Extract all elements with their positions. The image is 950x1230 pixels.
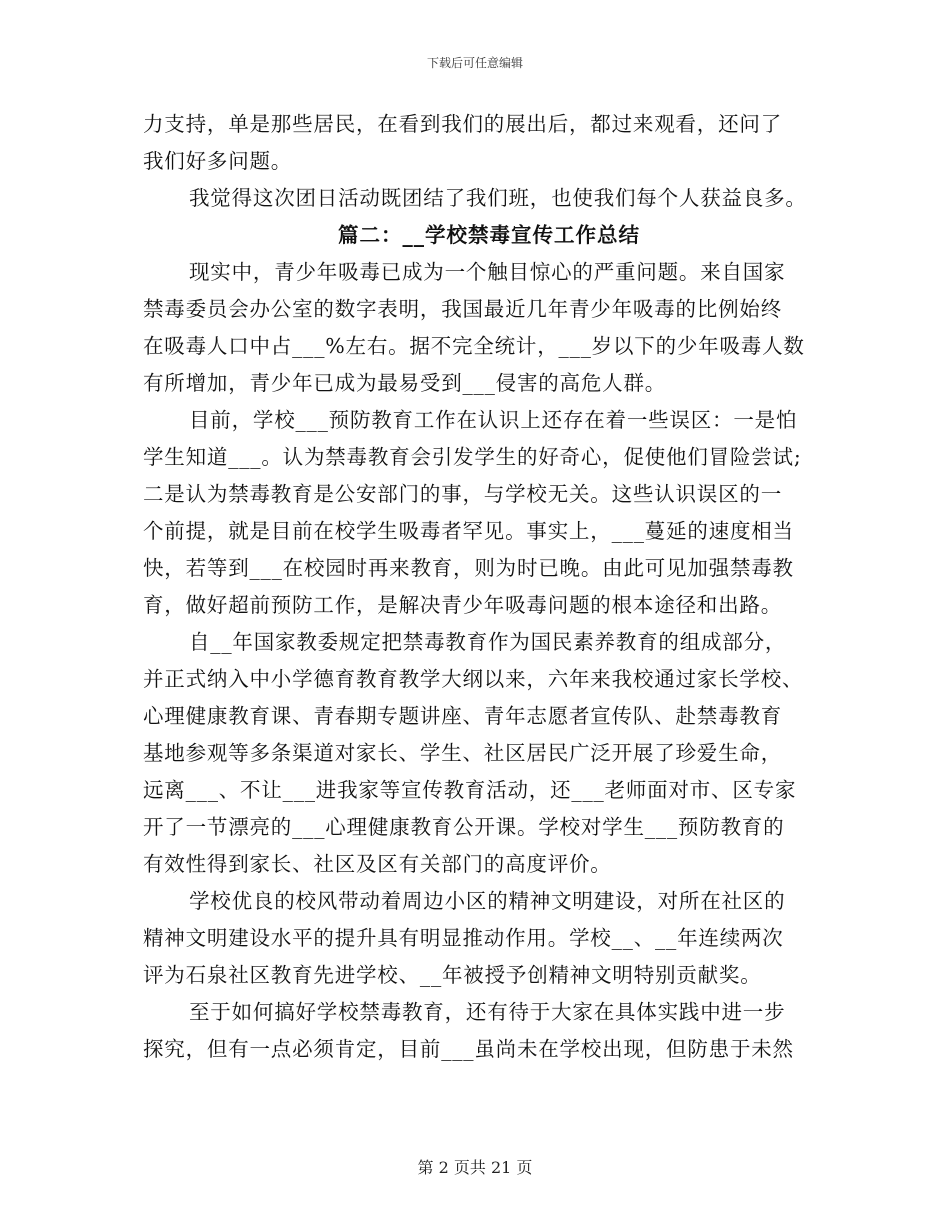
text-line: 有所增加，青少年已成为最易受到___侵害的高危人群。 [143, 371, 667, 395]
text-line: 基地参观等多条渠道对家长、学生、社区居民广泛开展了珍爱生命， [143, 741, 782, 765]
text-line: 精神文明建设水平的提升具有明显推动作用。学校__、__年连续两次 [143, 926, 784, 950]
section-heading: 篇二：__学校禁毒宣传工作总结 [338, 223, 640, 247]
text-line: 评为石泉社区教育先进学校、__年被授予创精神文明特别贡献奖。 [143, 963, 762, 987]
paragraph-line: 自__年国家教委规定把禁毒教育作为国民素养教育的组成部分， [189, 630, 787, 654]
text-line: 远离___、不让___进我家等宣传教育活动，还___老师面对市、区专家 [143, 778, 797, 802]
paragraph-line: 学校优良的校风带动着周边小区的精神文明建设，对所在社区的 [189, 889, 786, 913]
text-line: 开了一节漂亮的___心理健康教育公开课。学校对学生___预防教育的 [143, 815, 785, 839]
text-line: 个前提，就是目前在校学生吸毒者罕见。事实上，___蔓延的速度相当 [143, 519, 794, 543]
paragraph-line: 目前，学校___预防教育工作在认识上还存在着一些误区：一是怕 [189, 408, 798, 432]
text-line: 心理健康教育课、青春期专题讲座、青年志愿者宣传队、赴禁毒教育 [143, 704, 782, 728]
text-line: 二是认为禁毒教育是公安部门的事，与学校无关。这些认识误区的一 [143, 482, 782, 506]
text-line: 快，若等到___在校园时再来教育，则为时已晚。由此可见加强禁毒教 [143, 556, 794, 580]
text-line: 禁毒委员会办公室的数字表明，我国最近几年青少年吸毒的比例始终 [143, 297, 782, 321]
text-line: 探究，但有一点必须肯定，目前___虽尚未在学校出现，但防患于未然 [143, 1037, 794, 1061]
document-body [143, 106, 823, 1068]
text-line: 有效性得到家长、社区及区有关部门的高度评价。 [143, 852, 612, 876]
paragraph-line: 至于如何搞好学校禁毒教育，还有待于大家在具体实践中进一步 [189, 1000, 786, 1024]
text-line: 学生知道___。认为禁毒教育会引发学生的好奇心，促使他们冒险尝试; [143, 445, 802, 469]
paragraph-line: 我觉得这次团日活动既团结了我们班，也使我们每个人获益良多。 [189, 186, 807, 210]
text-line: 育，做好超前预防工作，是解决青少年吸毒问题的根本途径和出路。 [143, 593, 782, 617]
text-line: 我们好多问题。 [143, 149, 293, 173]
paragraph-line: 现实中，青少年吸毒已成为一个触目惊心的严重问题。来自国家 [189, 260, 786, 284]
text-line: 并正式纳入中小学德育教育教学大纲以来，六年来我校通过家长学校、 [143, 667, 804, 691]
page-footer: 第 2 页共 21 页 [417, 1158, 533, 1177]
text-line: 力支持，单是那些居民，在看到我们的展出后，都过来观看，还问了 [143, 112, 782, 136]
page-header: 下载后可任意编辑 [426, 56, 523, 70]
text-line: 在吸毒人口中占___%左右。据不完全统计，___岁以下的少年吸毒人数 [143, 334, 805, 358]
